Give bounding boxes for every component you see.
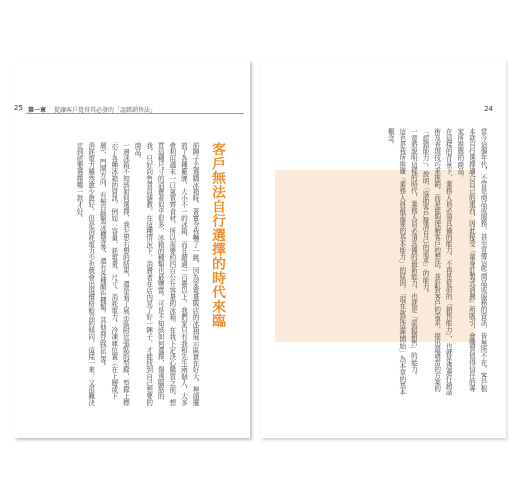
section-title-column xyxy=(200,142,226,408)
left-page-header xyxy=(14,104,244,118)
section-title: 客戶無法自行選擇的時代來臨 xyxy=(209,142,225,328)
right-page-number: 24 xyxy=(484,105,493,113)
left-page-number: 25 xyxy=(14,104,23,112)
header-rule xyxy=(26,113,244,114)
chapter-label: 第一章 xyxy=(28,107,47,114)
left-body-text: 前陣子去選購冰箱時，著實令我嚇了一跳，因為家電量販店的冰箱展示區實在好大，裡頭擺放了各種廠牌、大小不一的冰箱，而且超過一百臺以上。我們家只有我和先生兩個人，大多會利用週末一口氣買齊食材，所以需要約四百公升容量的冰箱。在我下定決心購買之前，想買這種尺寸的消費者似乎很多，冰箱的種類也最豐富。可是不知該如何選擇，傷透腦筋的我，只好向售貨員請教。在這種情況下，消費者在店內晃了好一陣子，才能找到自己想要的商品。 一邊冰箱不知該如何選擇，我左思右想的結果，還是看了展示區附近張貼的型錄，型錄上標示了各種冰箱的資訊，例如：容量、耗電量、尺寸、消耗電力、冷凍庫位置（在上層或下層）、門開方向，有無自動製冰機等等，還有各種顏色種類。其他商品特色等。 消耗電力雖然愈少愈好，但是消耗電力少也就會出現價格較高的傾向，這樣一來，又很難決定到底要選擇哪一款才好。 xyxy=(75,142,199,406)
right-body-text: 當今這個年代，不管是商品或服務，甚至宣傳這些商品或服務的資訊，皆無所不在。客戶根本就自行選擇適合自己的東西，因此接受「量身訂製式消費」所吸引，會購買值得信任的專家所推薦的商品。 在這樣的背景下，業務人員必須具備的能力，不再是從前的「銷售能力」，也就是透過行銷話術及表現技巧來推銷，而是能夠理解客戶的想法，並針對客戶的需求，提出最適當的方案的「認錯能力」。說明「協助客戶釐清自己的需求」的能力。 一章將說明這樣的時代，業務人員必須具備的最新能力，也就是「認錯銷售」的能力。 這也是我所推廣「業務人員最需要的基本能力」的原因，「現在就從這裡開始」為本章的基本概念。 xyxy=(386,128,487,396)
chapter-title: 從讓客戶覺得其必發的「認錯銷售法」 xyxy=(54,107,157,114)
